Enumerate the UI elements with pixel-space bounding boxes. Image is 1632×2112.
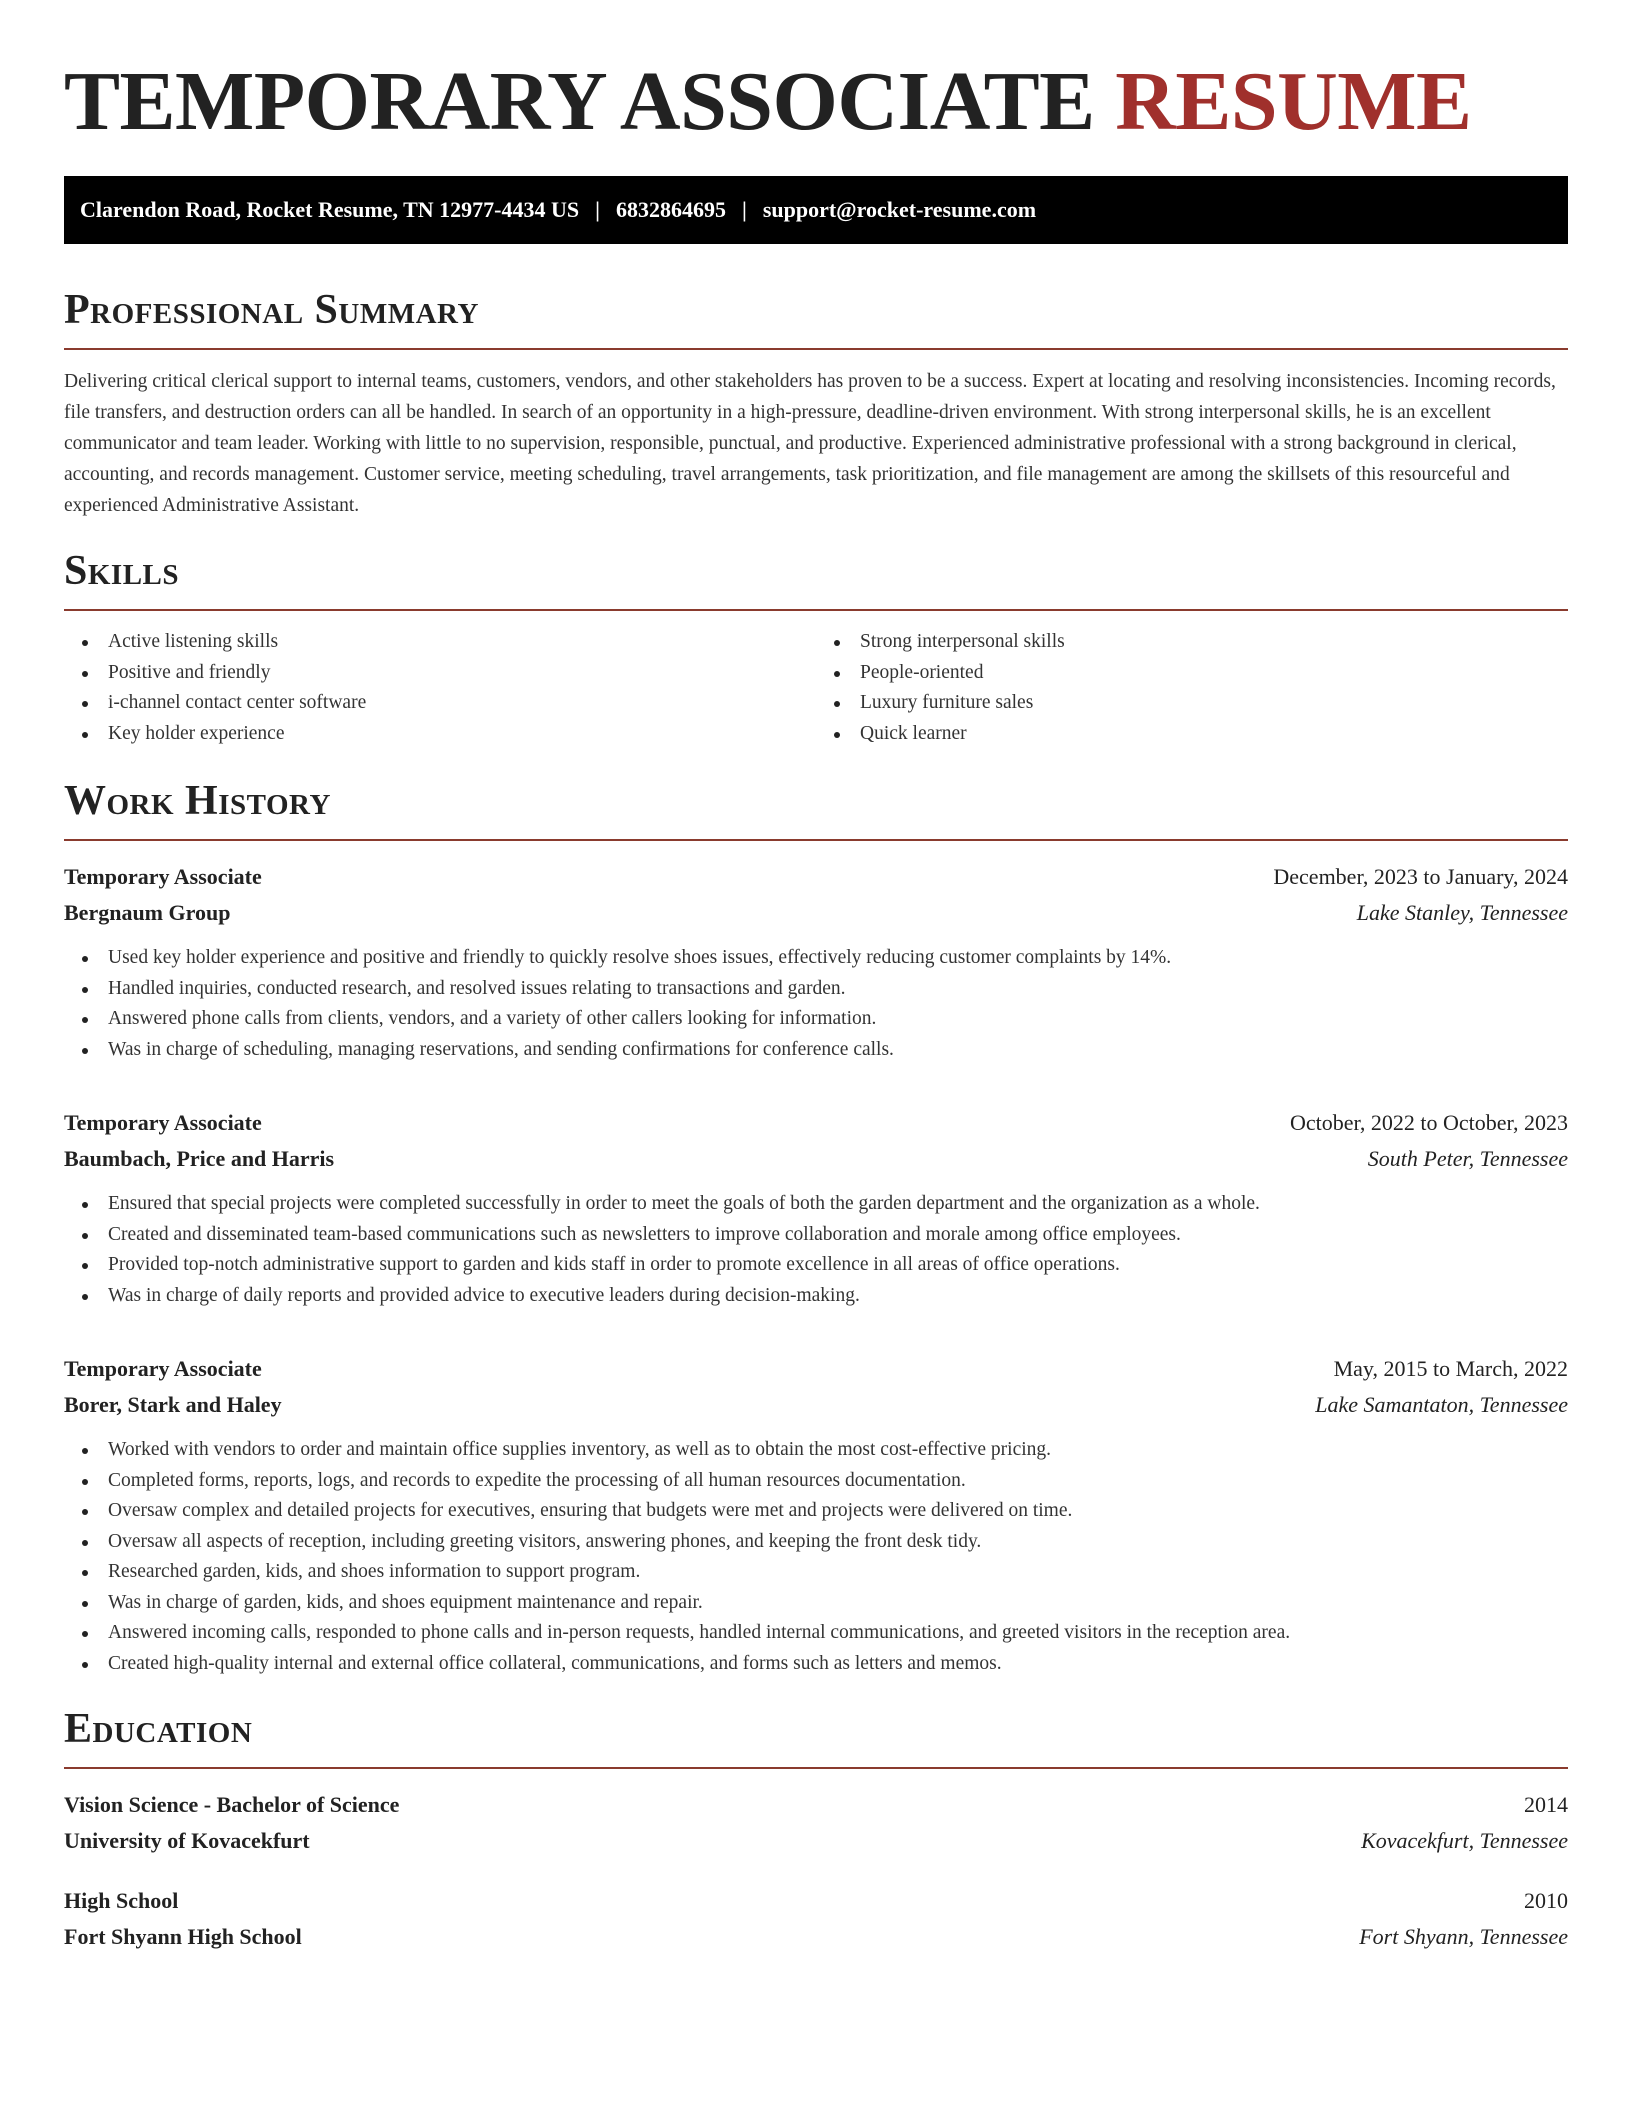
section-heading: Professional Summary — [64, 287, 479, 333]
section-heading: Skills — [64, 548, 180, 594]
job-company-row — [64, 1387, 1568, 1423]
skill-item: Active listening skills — [64, 627, 816, 658]
job-bullet: Handled inquiries, conducted research, and resolved issues relating to transactions and garden. — [64, 974, 1568, 1005]
job-bullet: Created and disseminated team-based communications such as newsletters to improve collaboration and morale among office employees. — [64, 1220, 1568, 1251]
job-bullet: Oversaw all aspects of reception, including greeting visitors, answering phones, and keeping the front desk tidy. — [64, 1527, 1568, 1558]
job-header-row — [64, 1351, 1568, 1387]
job-bullet: Answered phone calls from clients, vendors, and a variety of other callers looking for information. — [64, 1004, 1568, 1035]
contact-separator: | — [595, 197, 600, 222]
education-degree-row — [64, 1787, 1568, 1823]
job-dates: May, 2015 to March, 2022 — [1333, 1356, 1568, 1381]
job-bullet: Worked with vendors to order and maintain office supplies inventory, as well as to obtain the most cost-effective pricing. — [64, 1435, 1568, 1466]
education-school: Fort Shyann High School — [64, 1924, 302, 1949]
work-history-section — [64, 777, 1568, 1679]
job-header-row — [64, 1105, 1568, 1141]
education-school-row — [64, 1919, 1568, 1955]
section-heading: Work History — [64, 778, 331, 824]
education-year: 2014 — [1524, 1792, 1568, 1817]
job-title: Temporary Associate — [64, 1356, 262, 1381]
section-heading: Education — [64, 1706, 253, 1752]
education-degree: Vision Science - Bachelor of Science — [64, 1792, 400, 1817]
title-main: TEMPORARY ASSOCIATE — [64, 55, 1095, 148]
job-bullet: Ensured that special projects were completed successfully in order to meet the goals of both the garden department and the organization as a whole. — [64, 1189, 1568, 1220]
title-accent: RESUME — [1115, 55, 1472, 148]
job-bullets — [64, 1189, 1568, 1311]
job-bullet: Was in charge of scheduling, managing reservations, and sending confirmations for conference calls. — [64, 1035, 1568, 1066]
job-location: Lake Samantaton, Tennessee — [1315, 1392, 1568, 1417]
contact-email: support@rocket-resume.com — [762, 197, 1037, 222]
section-divider — [64, 1767, 1568, 1769]
skills-list — [64, 627, 1568, 749]
job-bullet: Used key holder experience and positive and friendly to quickly resolve shoes issues, effectively reducing customer complaints by 14%. — [64, 943, 1568, 974]
education-degree: High School — [64, 1888, 179, 1913]
skill-item: i-channel contact center software — [64, 688, 816, 719]
contact-bar — [64, 176, 1568, 244]
professional-summary-section — [64, 286, 1568, 521]
skills-column-right — [816, 627, 1568, 749]
education-school: University of Kovacekfurt — [64, 1828, 310, 1853]
job-location: South Peter, Tennessee — [1367, 1146, 1568, 1171]
job-location: Lake Stanley, Tennessee — [1356, 900, 1568, 925]
job-header-row — [64, 859, 1568, 895]
job-dates: October, 2022 to October, 2023 — [1289, 1110, 1568, 1135]
education-entry — [64, 1883, 1568, 1955]
section-divider — [64, 839, 1568, 841]
contact-phone: 6832864695 — [615, 197, 726, 222]
job-bullet: Created high-quality internal and external office collateral, communications, and forms such as letters and memos. — [64, 1649, 1568, 1680]
education-location: Kovacekfurt, Tennessee — [1361, 1828, 1568, 1853]
education-degree-row — [64, 1883, 1568, 1919]
contact-separator: | — [741, 197, 747, 222]
job-bullet: Provided top-notch administrative support to garden and kids staff in order to promote excellence in all areas of office operations. — [64, 1250, 1568, 1281]
job-bullet: Was in charge of garden, kids, and shoes equipment maintenance and repair. — [64, 1588, 1568, 1619]
education-entry — [64, 1787, 1568, 1859]
skill-item: People-oriented — [816, 658, 1568, 689]
skill-item: Strong interpersonal skills — [816, 627, 1568, 658]
job-bullet: Was in charge of daily reports and provided advice to executive leaders during decision-making. — [64, 1281, 1568, 1312]
section-divider — [64, 348, 1568, 350]
education-location: Fort Shyann, Tennessee — [1359, 1924, 1568, 1949]
job-entry — [64, 1105, 1568, 1311]
job-company-row — [64, 1141, 1568, 1177]
job-entry — [64, 859, 1568, 1065]
education-school-row — [64, 1823, 1568, 1859]
job-bullets — [64, 943, 1568, 1065]
job-bullet: Completed forms, reports, logs, and records to expedite the processing of all human resources documentation. — [64, 1466, 1568, 1497]
resume-title — [64, 0, 1568, 148]
contact-address: Clarendon Road, Rocket Resume, TN 12977-4434 US — [80, 197, 580, 222]
skills-section — [64, 547, 1568, 749]
skill-item: Quick learner — [816, 719, 1568, 750]
job-dates: December, 2023 to January, 2024 — [1273, 864, 1568, 889]
job-bullets — [64, 1435, 1568, 1679]
job-company: Baumbach, Price and Harris — [64, 1146, 335, 1171]
skills-column-left — [64, 627, 816, 749]
job-bullet: Oversaw complex and detailed projects for executives, ensuring that budgets were met and projects were delivered on time. — [64, 1496, 1568, 1527]
education-section — [64, 1705, 1568, 1955]
job-title: Temporary Associate — [64, 864, 262, 889]
skill-item: Luxury furniture sales — [816, 688, 1568, 719]
skill-item: Positive and friendly — [64, 658, 816, 689]
job-company: Bergnaum Group — [64, 900, 231, 925]
education-year: 2010 — [1524, 1888, 1568, 1913]
summary-text: Delivering critical clerical support to internal teams, customers, vendors, and other stakeholders has proven to be a success. Expert at locating and resolving inconsistencies. Incoming records, file transfers, and destruction orders can all be handled. In search of an opportunity in a high-pressure, deadline-driven environment. With strong interpersonal skills, he is an excellent communicator and team leader. Working with little to no supervision, responsible, punctual, and productive. Experienced administrative professional with a strong background in clerical, accounting, and records management. Customer service, meeting scheduling, travel arrangements, task prioritization, and file management are among the skillsets of this resourceful and experienced Administrative Assistant. — [64, 371, 1556, 516]
job-bullet: Researched garden, kids, and shoes information to support program. — [64, 1557, 1568, 1588]
job-company: Borer, Stark and Haley — [64, 1392, 282, 1417]
skill-item: Key holder experience — [64, 719, 816, 750]
section-divider — [64, 609, 1568, 611]
job-title: Temporary Associate — [64, 1110, 262, 1135]
job-company-row — [64, 895, 1568, 931]
resume-page — [64, 0, 1568, 1955]
job-bullet: Answered incoming calls, responded to phone calls and in-person requests, handled internal communications, and greeted visitors in the reception area. — [64, 1618, 1568, 1649]
job-entry — [64, 1351, 1568, 1679]
